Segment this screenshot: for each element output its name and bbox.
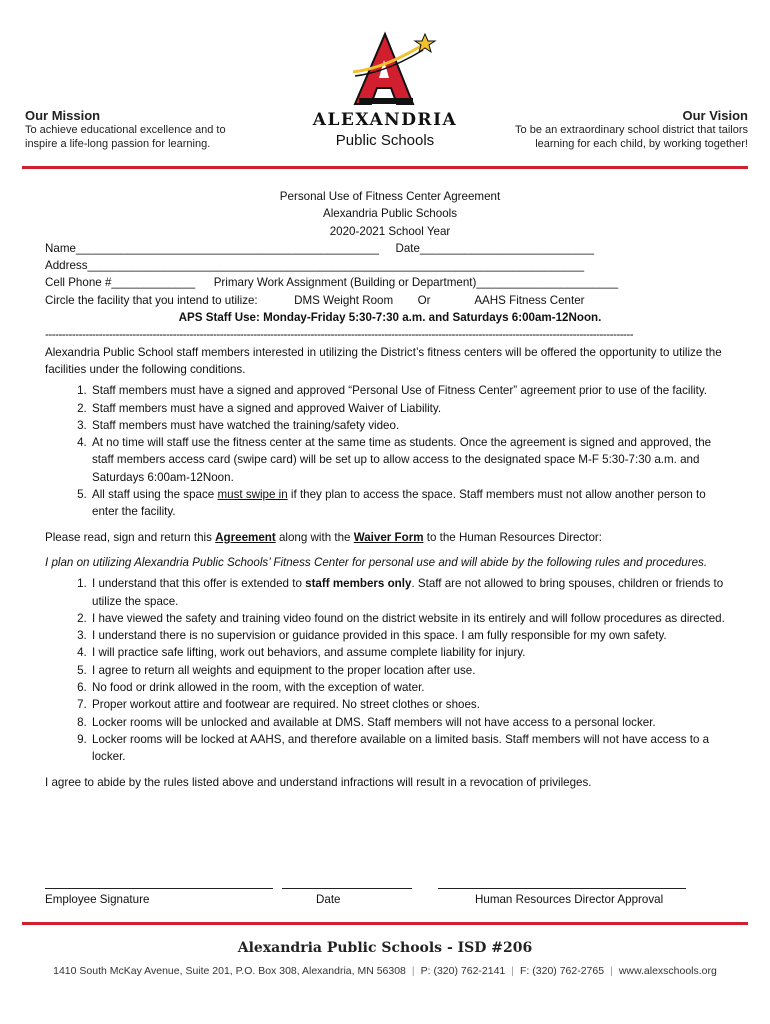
list-item: 4. I will practice safe lifting, work out behaviors, and assume complete liability for injury. <box>90 644 735 661</box>
intro-paragraph: Alexandria Public School staff members interested in utilizing the District’s fitness centers will be offered the opportunity to utilize the facilities under the following conditions. <box>45 345 722 376</box>
facility-option-aahs[interactable]: AAHS Fitness Center <box>474 293 585 307</box>
address-label: Address <box>45 259 88 273</box>
list-item: 4. At no time will staff use the fitness center at the same time as students. Once the agreement is signed and approved, the staff members access card (swipe card) will be set up to allow access to the designated space M-F 5:30-7:30 a.m. and Saturdays 6:00am-12Noon. <box>90 434 735 486</box>
cond5-text-end: if they plan to access the space. Staff members must not allow another person to enter the facility. <box>92 488 706 519</box>
agreement-body <box>45 188 735 791</box>
list-item: 5. I agree to return all weights and equipment to the proper location after use. <box>90 662 735 679</box>
rule1-text: I understand that this offer is extended to <box>92 577 306 591</box>
doc-subtitle: Alexandria Public Schools <box>322 207 458 221</box>
logo-subtitle: Public Schools <box>335 132 435 149</box>
list-item: 8. Locker rooms will be unlocked and available at DMS. Staff members will not have access to a personal locker. <box>90 714 735 731</box>
date-signature-label: Date <box>316 893 341 906</box>
name-label: Name <box>45 241 76 255</box>
footer-phone: P: (320) 762-2141 <box>420 965 506 977</box>
date-label: Date <box>395 241 420 255</box>
employee-signature-label: Employee Signature <box>45 893 150 906</box>
date-field[interactable]: ___________________________ <box>419 241 595 255</box>
list-item: 2. Staff members must have a signed and approved Waiver of Liability. <box>90 400 735 417</box>
waiver-form-link: Waiver Form <box>353 530 424 544</box>
list-item <box>90 486 735 521</box>
facility-or: Or <box>417 293 431 307</box>
rule1-text-end: . Staff are not allowed to bring spouses, children or friends to utilize the space. <box>92 577 724 608</box>
agree-statement: I agree to abide by the rules listed above and understand infractions will result in a revocation of privileges. <box>45 775 592 789</box>
list-item: 3. Staff members must have watched the training/safety video. <box>90 417 735 434</box>
footer-address: 1410 South McKay Avenue, Suite 201, P.O. Box 308, Alexandria, MN 56308 <box>53 965 406 977</box>
facility-row <box>45 292 735 309</box>
cell-row <box>45 274 735 291</box>
mission-title: Our Mission <box>25 108 101 123</box>
vision-text: To be an extraordinary school district that tailors learning for each child, by working together! <box>515 124 748 150</box>
footer-title: Alexandria Public Schools - ISD #206 <box>237 940 533 956</box>
return-text-end: to the Human Resources Director: <box>423 530 603 544</box>
plan-statement: I plan on utilizing Alexandria Public Schools’ Fitness Center for personal use and will abide by the following rules and procedures. <box>45 555 708 569</box>
list-item: 2. I have viewed the safety and training video found on the district website in its entirely and will follow procedures as directed. <box>90 610 735 627</box>
address-row <box>45 257 735 274</box>
facility-option-dms[interactable]: DMS Weight Room <box>294 293 394 307</box>
hr-approval-field[interactable] <box>438 888 686 889</box>
footer-website[interactable]: www.alexschools.org <box>618 965 717 977</box>
logo-name: ALEXANDRIA <box>312 110 458 130</box>
swipe-in-emphasis: must swipe in <box>217 488 288 502</box>
assignment-field[interactable]: ______________________ <box>476 276 619 290</box>
return-instructions <box>45 529 735 546</box>
employee-signature-field[interactable] <box>45 888 273 889</box>
vision-title: Our Vision <box>682 108 748 123</box>
doc-title: Personal Use of Fitness Center Agreement <box>279 190 501 203</box>
mission-text: To achieve educational excellence and to inspire a life-long passion for learning. <box>25 124 226 150</box>
staff-only-emphasis: staff members only <box>305 577 412 591</box>
rules-list <box>45 575 735 765</box>
assignment-label: Primary Work Assignment (Building or Department) <box>213 276 477 290</box>
facility-label: Circle the facility that you intend to utilize: <box>45 293 258 307</box>
dashed-divider: ------------------------------------------------------------------------------------------------------------------------------------------------------------------------------- <box>45 328 634 342</box>
name-row <box>45 240 735 257</box>
staff-hours: APS Staff Use: Monday-Friday 5:30-7:30 a.m. and Saturdays 6:00am-12Noon. <box>178 311 602 325</box>
return-text-mid: along with the <box>275 530 354 544</box>
list-item: 6. No food or drink allowed in the room, with the exception of water. <box>90 679 735 696</box>
name-field[interactable]: _______________________________________________ <box>75 241 379 255</box>
mission-block <box>25 108 255 151</box>
list-item: 9. Locker rooms will be locked at AAHS, and therefore available on a limited basis. Staff members will not have access to a locker. <box>90 731 735 766</box>
address-field[interactable]: _____________________________________________________________________________ <box>87 259 585 273</box>
list-item: 1. Staff members must have a signed and approved “Personal Use of Fitness Center” agreement prior to use of the facility. <box>90 382 735 399</box>
cond5-text: All staff using the space <box>92 488 218 502</box>
agreement-link: Agreement <box>215 530 276 544</box>
vision-block <box>498 108 748 151</box>
hr-approval-label: Human Resources Director Approval <box>475 893 664 906</box>
district-logo <box>325 28 445 108</box>
return-text: Please read, sign and return this <box>45 530 216 544</box>
cell-label: Cell Phone # <box>45 276 112 290</box>
conditions-list <box>45 382 735 520</box>
footer-contact: 1410 South McKay Avenue, Suite 201, P.O. Box 308, Alexandria, MN 56308 | P: (320) 762-2141 | F: (320) 762-2765 | www.alexschools.org <box>53 965 717 977</box>
list-item: 3. I understand there is no supervision or guidance provided in this space. I am fully responsible for my own safety. <box>90 627 735 644</box>
list-item: 7. Proper workout attire and footwear are required. No street clothes or shoes. <box>90 696 735 713</box>
doc-school-year: 2020-2021 School Year <box>329 224 451 238</box>
footer-divider <box>22 922 748 925</box>
footer-fax: F: (320) 762-2765 <box>520 965 605 977</box>
list-item <box>90 575 735 610</box>
cell-field[interactable]: _____________ <box>111 276 196 290</box>
logo-a-star-icon <box>325 28 445 108</box>
signature-date-field[interactable] <box>282 888 412 889</box>
header-divider <box>22 166 748 169</box>
